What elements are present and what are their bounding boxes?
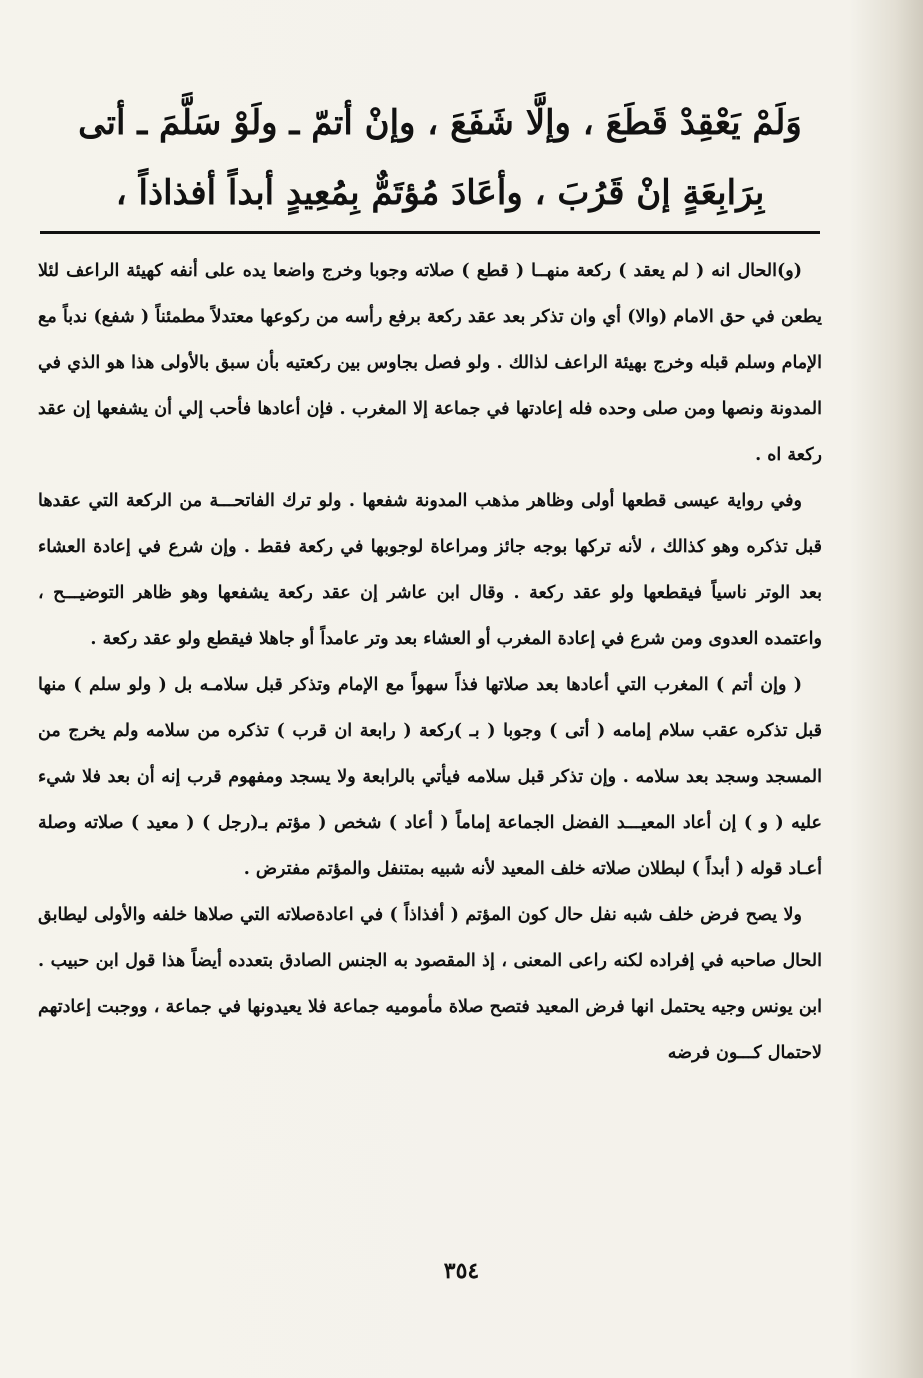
verse-line-1: وَلَمْ يَعْقِدْ قَطَعَ ، وإلَّا شَفَعَ ، وإنْ أتمّ ـ ولَوْ سَلَّمَ ـ أتى — [78, 103, 802, 143]
page-number: ٣٥٤ — [443, 1258, 480, 1284]
verse-header — [60, 88, 820, 228]
verse-line-2: بِرَابِعَةٍ إنْ قَرُبَ ، وأعَادَ مُؤتَمٌّ بِمُعِيدٍ أبداً أفذاذاً ، — [115, 173, 765, 213]
header-divider — [40, 231, 820, 234]
paragraph-3: ( وإن أتم ) المغرب التي أعادها بعد صلاتها فذاً سهواً مع الإمام وتذكر قبل سلامـه بل ( ولو سلم ) منها قبل تذكره عقب سلام إمامه ( أتى ) وجوبا ( بـ )ركعة ( رابعة ان قرب ) تذكره من سلامه ولم يخرج من المسجد وسجد بعد سلامه . وإن تذكر قبل سلامه فيأتي بالرابعة ولا يسجد ومفهوم قرب إنه أن بعد فلا شيء عليه ( و ) إن أعاد المعيـــد الفضل الجماعة إماماً ( أعاد ) شخص ( مؤتم بـ(رجل ) ( معيد ) صلاته وصلة أعـاد قوله ( أبداً ) لبطلان صلاته خلف المعيد لأنه شبيه بمتنفل والمؤتم مفترض . — [38, 675, 822, 879]
paragraph-1: (و)الحال انه ( لم يعقد ) ركعة منهــا ( قطع ) صلاته وجوبا وخرج واضعا يده على أنفه كهيئة الراعف لئلا يطعن في حق الامام (والا) أي وان تذكر بعد عقد ركعة برفع رأسه من ركوعها معتدلاً مطمئناً ( شفع) ندباً مع الإمام وسلم قبله وخرج بهيئة الراعف لذالك . ولو فصل بجاوس بين ركعتيه بأن سبق بالأولى هذا هو الذي في المدونة ونصها ومن صلى وحده فله إعادتها في جماعة إلا المغرب . فإن أعادها فأحب إلي أن يشفعها إن عقد ركعة اه . — [38, 261, 822, 465]
commentary-body — [38, 248, 822, 1076]
paragraph-2: وفي رواية عيسى قطعها أولى وظاهر مذهب المدونة شفعها . ولو ترك الفاتحـــة من الركعة التي عقدها قبل تذكره وهو كذالك ، لأنه تركها بوجه جائز ومراعاة لوجوبها في ركعة فقط . وإن شرع في إعادة العشاء بعد الوتر ناسياً فيقطعها ولو عقد ركعة . وقال ابن عاشر إن عقد ركعة يشفعها وهو ظاهر التوضيـــح ، واعتمده العدوى ومن شرع في إعادة المغرب أو العشاء بعد وتر عامداً أو جاهلا فيقطع ولو عقد ركعة . — [38, 491, 822, 649]
paragraph-4: ولا يصح فرض خلف شبه نفل حال كون المؤتم ( أفذاذاً ) في اعادةصلاته التي صلاها خلفه والأولى ليطابق الحال صاحبه في إفراده لكنه راعى المعنى ، إذ المقصود به الجنس الصادق بتعدده أيضاً هذا قول ابن حبيب . ابن يونس وجيه يحتمل انها فرض المعيد فتصح صلاة مأموميه جماعة فلا يعيدونها في جماعة ، ووجبت إعادتهم لاحتمال كـــون فرضه — [38, 905, 822, 1063]
